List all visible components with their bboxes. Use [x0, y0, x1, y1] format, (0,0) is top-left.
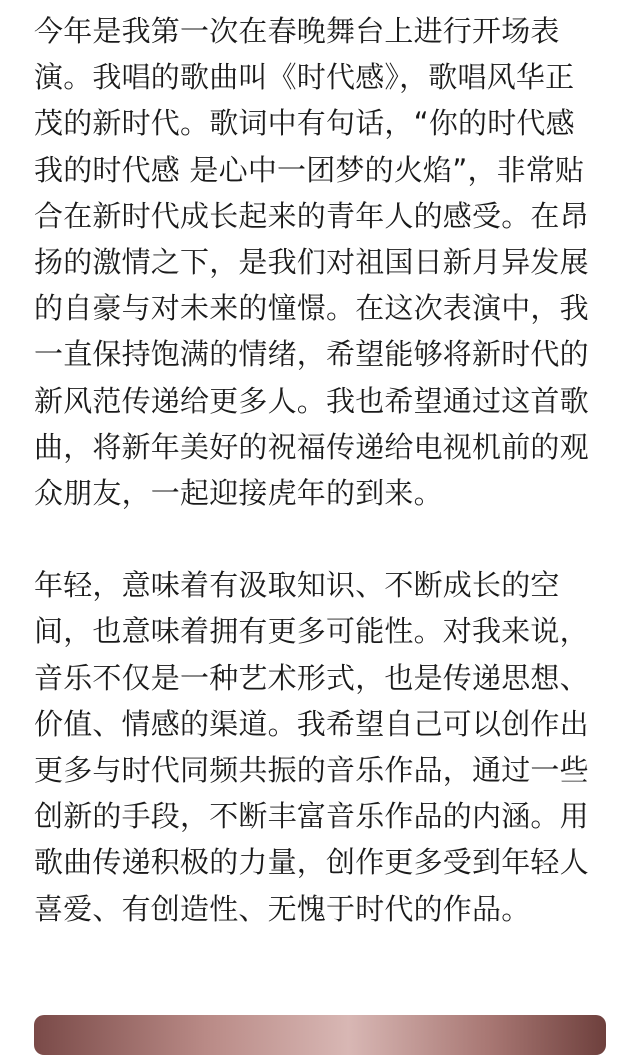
text-line: 众朋友，一起迎接虎年的到来。 [34, 476, 443, 511]
text-line: 演。我唱的歌曲叫《时代感》，歌唱风华正 [34, 60, 575, 95]
text-line: 合在新时代成长起来的青年人的感受。在昂 [34, 198, 589, 233]
article-photo[interactable] [34, 1015, 606, 1055]
article-body [34, 8, 614, 932]
text-line: 歌曲传递积极的力量，创作更多受到年轻人 [34, 845, 589, 880]
text-line: 的自豪与对未来的憧憬。在这次表演中，我 [34, 291, 589, 326]
text-line: 间，也意味着拥有更多可能性。对我来说， [34, 614, 589, 649]
text-line: 一直保持饱满的情绪，希望能够将新时代的 [34, 337, 589, 372]
text-line: 更多与时代同频共振的音乐作品，通过一些 [34, 753, 589, 788]
text-line: 今年是我第一次在春晚舞台上进行开场表 [34, 14, 560, 48]
text-line: 新风范传递给更多人。我也希望通过这首歌 [34, 383, 589, 418]
text-line: 价值、情感的渠道。我希望自己可以创作出 [34, 706, 589, 741]
text-line: 我的时代感 是心中一团梦的火焰”，非常贴 [34, 152, 585, 187]
text-line: 创新的手段，不断丰富音乐作品的内涵。用 [34, 799, 589, 834]
paragraph-1 [34, 8, 614, 516]
text-line: 喜爱、有创造性、无愧于时代的作品。 [34, 891, 531, 926]
text-line: 曲，将新年美好的祝福传递给电视机前的观 [34, 429, 589, 464]
text-line: 音乐不仅是一种艺术形式，也是传递思想、 [34, 660, 589, 695]
text-line: 年轻，意味着有汲取知识、不断成长的空 [34, 568, 560, 603]
text-line: 茂的新时代。歌词中有句话，“你的时代感 [34, 106, 575, 141]
paragraph-2 [34, 562, 614, 932]
text-line: 扬的激情之下，是我们对祖国日新月异发展 [34, 245, 589, 280]
